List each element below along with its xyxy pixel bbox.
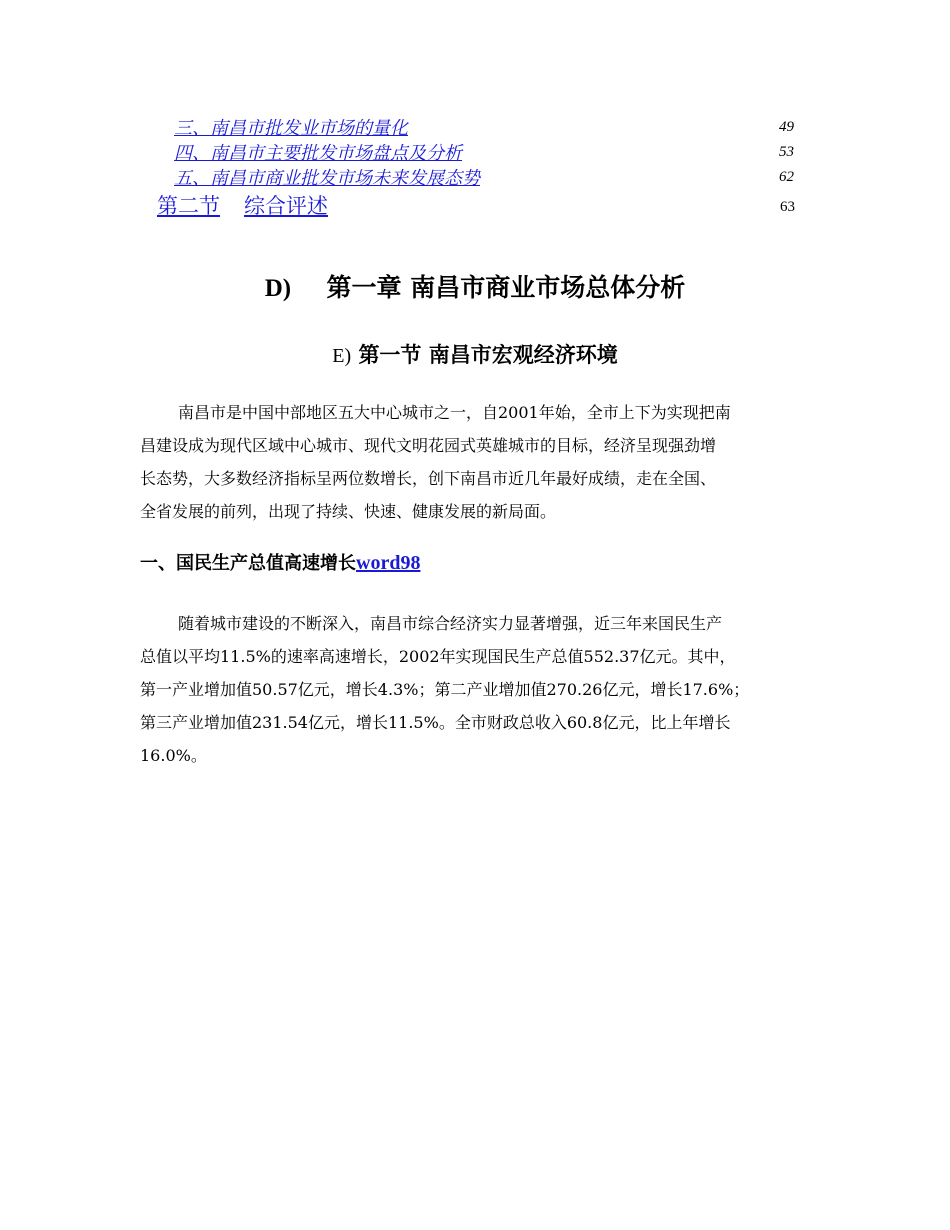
paragraph-line: 南昌市是中国中部地区五大中心城市之一，自2001年始，全市上下为实现把南 <box>178 403 731 422</box>
paragraph-line: 16.0%。 <box>140 746 207 765</box>
toc-link-future-trends[interactable]: 五、南昌市商业批发市场未来发展态势 <box>174 168 480 189</box>
toc-link-main-markets[interactable]: 四、南昌市主要批发市场盘点及分析 <box>174 143 462 164</box>
paragraph-line: 随着城市建设的不断深入，南昌市综合经济实力显著增强，近三年来国民生产 <box>178 614 723 633</box>
toc-section-label: 第二节 <box>157 194 220 218</box>
toc-page-number: 62 <box>779 169 794 185</box>
paragraph-line: 总值以平均11.5%的速率高速增长，2002年实现国民生产总值552.37亿元。其中， <box>140 647 736 666</box>
section-heading <box>0 339 950 369</box>
word98-link[interactable]: word98 <box>356 552 421 574</box>
paragraph-line: 全省发展的前列，出现了持续、快速、健康发展的新局面。 <box>140 502 557 521</box>
chapter-heading <box>0 268 950 304</box>
toc-page-number: 49 <box>779 119 794 135</box>
toc-page-number: 63 <box>780 199 795 215</box>
paragraph-line: 昌建设成为现代区域中心城市、现代文明花园式英雄城市的目标，经济呈现强劲增 <box>140 436 717 455</box>
toc-page-number: 53 <box>779 144 794 160</box>
section-prefix: E) <box>332 345 352 367</box>
toc-link-section-two[interactable] <box>157 190 328 220</box>
toc-link-wholesale-quantification[interactable]: 三、南昌市批发业市场的量化 <box>174 118 408 139</box>
intro-paragraph <box>140 396 812 528</box>
paragraph-line: 第一产业增加值50.57亿元，增长4.3%；第二产业增加值270.26亿元，增长17.6%； <box>140 680 750 699</box>
section-title: 第一节 南昌市宏观经济环境 <box>358 343 618 367</box>
chapter-prefix: D) <box>264 275 292 302</box>
paragraph-line: 长态势，大多数经济指标呈两位数增长，创下南昌市近几年最好成绩，走在全国、 <box>140 469 717 488</box>
subheading-gdp-growth <box>140 549 420 575</box>
paragraph-line: 第三产业增加值231.54亿元，增长11.5%。全市财政总收入60.8亿元，比上年增长 <box>140 713 731 732</box>
subheading-title: 一、国民生产总值高速增长 <box>140 553 356 574</box>
gdp-paragraph <box>140 607 812 772</box>
toc-section-title: 综合评述 <box>244 194 328 218</box>
chapter-title: 第一章 南昌市商业市场总体分析 <box>326 273 686 302</box>
